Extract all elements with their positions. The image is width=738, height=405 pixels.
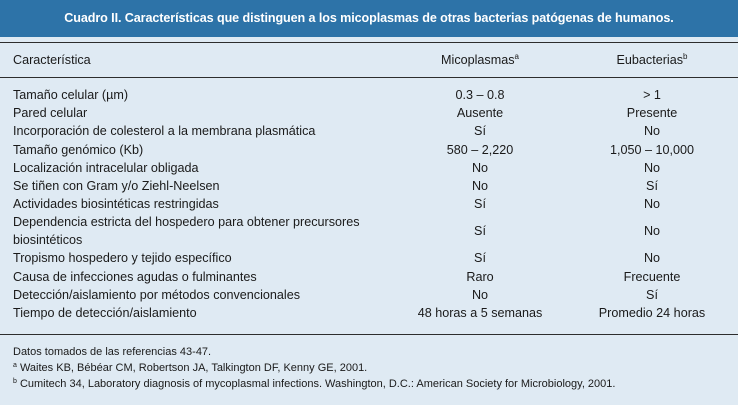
table-row [0, 177, 738, 195]
table-row [0, 213, 738, 249]
cell-feature: Detección/aislamiento por métodos convencionales [13, 287, 301, 302]
cell-micoplasmas: Sí [474, 251, 486, 266]
header-eubacterias [574, 53, 730, 67]
table-title: Cuadro II. Características que distinguen a los micoplasmas de otras bacterias patógenas de humanos. [0, 0, 738, 37]
header-micoplasmas [400, 53, 560, 67]
cell-micoplasmas: Sí [474, 124, 486, 139]
table-row [0, 159, 738, 177]
table-row [0, 141, 738, 159]
cell-micoplasmas: 48 horas a 5 semanas [417, 306, 543, 320]
footnote-a-text: Waites KB, Bébéar CM, Robertson JA, Talkington DF, Kenny GE, 2001. [16, 362, 368, 374]
cell-micoplasmas: Sí [474, 224, 486, 239]
footnote-mark-b: b [683, 52, 688, 61]
cell-feature: Tamaño celular (µm) [13, 88, 129, 102]
header-caracteristica: Característica [13, 53, 91, 67]
footnote-b-mark: b [13, 378, 17, 385]
cell-micoplasmas: Sí [474, 197, 486, 212]
cell-eubacterias: No [643, 197, 661, 212]
table-row [0, 249, 738, 267]
footnote-b [13, 376, 615, 392]
cell-eubacterias: Promedio 24 horas [598, 306, 706, 320]
table-row [0, 286, 738, 304]
table-bottom-rule [0, 334, 738, 335]
table-row [0, 104, 738, 122]
cell-feature: Se tiñen con Gram y/o Ziehl-Neelsen [13, 179, 220, 193]
cell-feature: Tamaño genómico (Kb) [13, 142, 144, 157]
cell-micoplasmas: Raro [466, 269, 494, 284]
cell-micoplasmas: Ausente [456, 106, 504, 121]
table-row [0, 86, 738, 104]
cell-feature: Tiempo de detección/aislamiento [13, 306, 197, 320]
cell-eubacterias: Sí [646, 287, 658, 302]
table-row [0, 304, 738, 322]
header-eubacterias-label: Eubacterias [616, 53, 684, 67]
cell-feature: Localización intracelular obligada [13, 160, 199, 175]
cell-eubacterias: No [643, 251, 661, 266]
cell-eubacterias: Presente [626, 106, 678, 121]
cell-micoplasmas: No [471, 179, 489, 193]
footnote-a [13, 360, 615, 376]
cell-eubacterias: No [643, 160, 661, 175]
footnote-a-mark: a [13, 362, 17, 369]
footnotes [13, 344, 615, 392]
footnote-source: Datos tomados de las referencias 43-47. [13, 346, 212, 358]
cell-feature: Incorporación de colesterol a la membrana plasmática [13, 124, 316, 139]
cell-micoplasmas: 0.3 – 0.8 [455, 88, 505, 102]
cell-feature: Pared celular [13, 106, 88, 121]
cell-eubacterias: No [643, 124, 661, 139]
cell-eubacterias: Sí [646, 179, 658, 193]
table-row [0, 195, 738, 213]
cell-micoplasmas: 580 – 2,220 [446, 142, 514, 157]
table-row [0, 268, 738, 286]
footnote-b-text: Cumitech 34, Laboratory diagnosis of mycoplasmal infections. Washington, D.C.: American Society for Microbiology, 2001. [16, 378, 616, 390]
table-header [0, 42, 738, 78]
cell-eubacterias: > 1 [643, 88, 661, 102]
cell-feature: Dependencia estricta del hospedero para obtener precursores biosintéticos [13, 215, 360, 248]
cell-eubacterias: No [643, 224, 661, 239]
cell-eubacterias: Frecuente [623, 269, 681, 284]
header-micoplasmas-label: Micoplasmas [441, 53, 515, 67]
cell-micoplasmas: No [471, 287, 489, 302]
table-row [0, 122, 738, 140]
cell-eubacterias: 1,050 – 10,000 [609, 142, 695, 157]
cell-feature: Causa de infecciones agudas o fulminantes [13, 269, 257, 284]
cell-feature: Tropismo hospedero y tejido específico [13, 251, 232, 266]
cell-feature: Actividades biosintéticas restringidas [13, 197, 219, 212]
cell-micoplasmas: No [471, 160, 489, 175]
footnote-mark-a: a [514, 52, 519, 61]
